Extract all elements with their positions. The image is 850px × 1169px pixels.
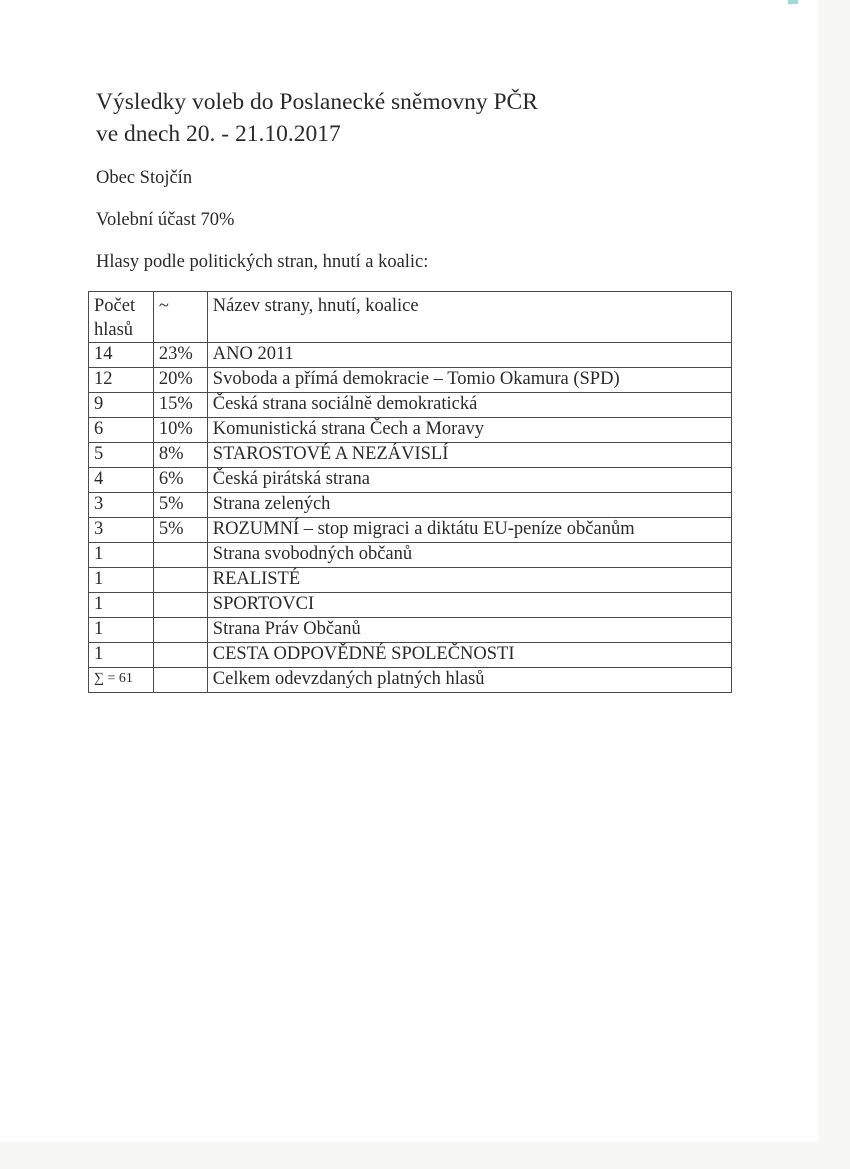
cell-votes: 1 [89,543,154,568]
table-row [89,418,732,443]
cell-votes: 3 [89,518,154,543]
table-row [89,393,732,418]
cell-percent: 5% [153,493,207,518]
cell-party: Strana svobodných občanů [207,543,731,568]
cell-party: SPORTOVCI [207,593,731,618]
cell-percent [153,543,207,568]
cell-party: REALISTÉ [207,568,731,593]
cell-percent: 23% [153,343,207,368]
table-row [89,518,732,543]
cell-party: Česká pirátská strana [207,468,731,493]
title-line-1: Výsledky voleb do Poslanecké sněmovny PČR [96,89,538,115]
table-row [89,443,732,468]
turnout-text: Volební účast 70% [96,210,235,230]
cell-party: ROZUMNÍ – stop migraci a diktátu EU-peníze občanům [207,518,731,543]
table-row [89,543,732,568]
title-line-2: ve dnech 20. - 21.10.2017 [96,121,341,147]
table-row [89,568,732,593]
document-title [96,86,538,150]
total-votes: ∑ = 61 [89,668,154,693]
scan-artifact [788,0,798,4]
table-row [89,493,732,518]
cell-votes: 12 [89,368,154,393]
cell-party: ANO 2011 [207,343,731,368]
cell-percent [153,618,207,643]
municipality-name: Obec Stojčín [96,168,193,188]
table-total-row [89,668,732,693]
cell-votes: 1 [89,568,154,593]
cell-party: Svoboda a přímá demokracie – Tomio Okamura (SPD) [207,368,731,393]
total-label: Celkem odevzdaných platných hlasů [207,668,731,693]
cell-party: Česká strana sociálně demokratická [207,393,731,418]
cell-votes: 3 [89,493,154,518]
cell-percent [153,593,207,618]
cell-party: Strana zelených [207,493,731,518]
cell-votes: 4 [89,468,154,493]
cell-party: CESTA ODPOVĚDNÉ SPOLEČNOSTI [207,643,731,668]
cell-party: STAROSTOVÉ A NEZÁVISLÍ [207,443,731,468]
cell-votes: 1 [89,618,154,643]
cell-percent [153,643,207,668]
cell-votes: 9 [89,393,154,418]
table-row [89,618,732,643]
cell-votes: 1 [89,643,154,668]
table-row [89,643,732,668]
cell-votes: 14 [89,343,154,368]
table-row [89,468,732,493]
cell-percent: 8% [153,443,207,468]
header-votes: Počet hlasů [89,292,154,343]
table-header-row [89,292,732,343]
total-percent [153,668,207,693]
cell-percent: 5% [153,518,207,543]
cell-percent: 6% [153,468,207,493]
intro-text: Hlasy podle politických stran, hnutí a koalic: [96,252,429,272]
cell-party: Komunistická strana Čech a Moravy [207,418,731,443]
cell-votes: 6 [89,418,154,443]
cell-votes: 5 [89,443,154,468]
cell-party: Strana Práv Občanů [207,618,731,643]
results-table [88,291,732,693]
table-row [89,593,732,618]
table-row [89,368,732,393]
header-party: Název strany, hnutí, koalice [207,292,731,343]
cell-percent: 15% [153,393,207,418]
cell-percent: 20% [153,368,207,393]
header-percent: ~ [153,292,207,343]
cell-percent: 10% [153,418,207,443]
cell-votes: 1 [89,593,154,618]
cell-percent [153,568,207,593]
table-row [89,343,732,368]
